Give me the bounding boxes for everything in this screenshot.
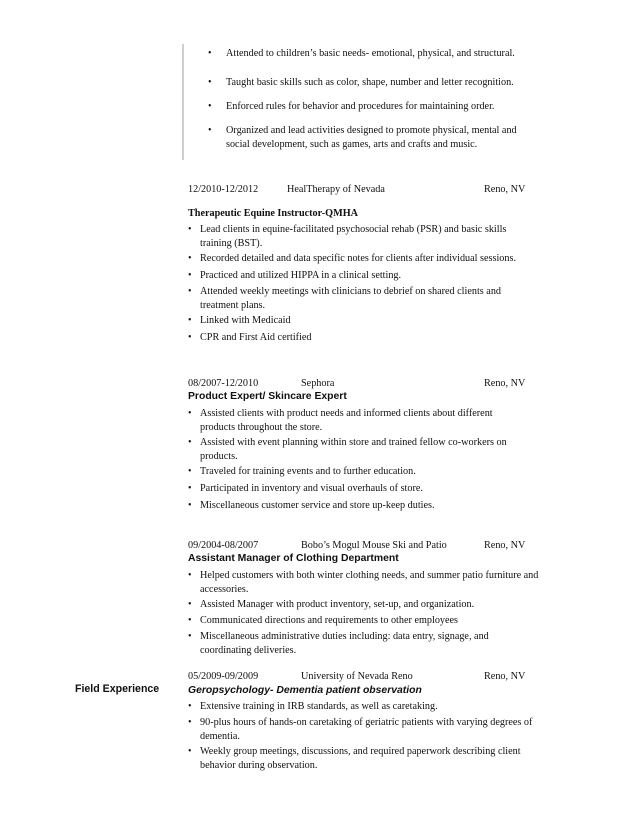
job-location: Reno, NV [484,184,526,195]
job-dates: 12/2010-12/2012 [188,184,259,195]
job-title: Geropsychology- Dementia patient observation [188,685,422,696]
bullet-icon: • [188,483,192,494]
job-title: Therapeutic Equine Instructor-QMHA [188,208,358,219]
bullet-icon: • [188,701,192,712]
section-label: Field Experience [75,683,160,695]
bullet-icon: • [188,631,192,642]
bullet-icon: • [188,599,192,610]
list-item: • Weekly group meetings, discussions, and required paperwork describing client behavior during observation. [188,746,521,771]
list-item: • Participated in inventory and visual overhauls of store. [188,483,423,494]
list-item: • Helped customers with both winter clothing needs, and summer patio furniture and accessories. [188,570,539,595]
job-employer: University of Nevada Reno [301,671,413,682]
bullet-icon: • [208,77,212,88]
job-location: Reno, NV [484,378,526,389]
job-location: Reno, NV [484,540,526,551]
job-title: Product Expert/ Skincare Expert [188,391,347,402]
list-item: • Practiced and utilized HIPPA in a clinical setting. [188,270,402,281]
job-dates: 05/2009-09/2009 [188,671,259,682]
bullet-icon: • [188,615,192,626]
list-item: • Assisted Manager with product inventory, set-up, and organization. [188,599,475,610]
list-item: • 90-plus hours of hands-on caretaking of geriatric patients with varying degrees of dementia. [188,717,533,742]
job-employer: Bobo’s Mogul Mouse Ski and Patio [301,540,447,551]
list-item: • Extensive training in IRB standards, as well as caretaking. [188,701,438,712]
job-employer: HealTherapy of Nevada [287,184,385,195]
list-item: • Linked with Medicaid [188,315,291,326]
bullet-icon: • [188,270,192,281]
bullet-icon: • [208,48,212,59]
bullet-icon: • [188,286,192,297]
bullet-icon: • [188,408,192,419]
bullet-icon: • [208,125,212,136]
list-item: • Assisted clients with product needs and informed clients about different products throughout the store. [188,408,493,433]
bullet-icon: • [188,315,192,326]
list-item: • Assisted with event planning within store and trained fellow co-workers on products. [188,437,507,462]
list-item: • Lead clients in equine-facilitated psychosocial rehab (PSR) and basic skills training (BST). [188,224,507,249]
job-dates: 08/2007-12/2010 [188,378,259,389]
bullet-icon: • [188,466,192,477]
bullet-icon: • [188,437,192,448]
list-item: • Communicated directions and requirements to other employees [188,615,459,626]
bullet-icon: • [188,332,192,343]
bullet-icon: • [188,253,192,264]
bullet-icon: • [188,224,192,235]
list-item: • Enforced rules for behavior and procedures for maintaining order. [208,101,495,112]
list-item: • Miscellaneous administrative duties including: data entry, signage, and coordinating deliveries. [188,631,489,656]
list-item: • Attended to children’s basic needs- emotional, physical, and structural. [208,48,515,59]
list-item: • Attended weekly meetings with clinicians to debrief on shared clients and treatment plans. [188,286,502,311]
left-border-rule [182,44,184,160]
job-title: Assistant Manager of Clothing Department [188,553,399,564]
bullet-icon: • [188,500,192,511]
bullet-icon: • [188,717,192,728]
list-item: • Miscellaneous customer service and store up-keep duties. [188,500,435,511]
bullet-icon: • [188,570,192,581]
list-item: • Traveled for training events and to further education. [188,466,416,477]
job-dates: 09/2004-08/2007 [188,540,259,551]
bullet-icon: • [208,101,212,112]
job-location: Reno, NV [484,671,526,682]
bullet-icon: • [188,746,192,757]
list-item: • Taught basic skills such as color, shape, number and letter recognition. [208,77,514,88]
job-employer: Sephora [301,378,335,389]
list-item: • Organized and lead activities designed to promote physical, mental and social development, such as games, arts and crafts and music. [208,125,517,150]
list-item: • CPR and First Aid certified [188,332,312,343]
list-item: • Recorded detailed and data specific notes for clients after individual sessions. [188,253,516,264]
